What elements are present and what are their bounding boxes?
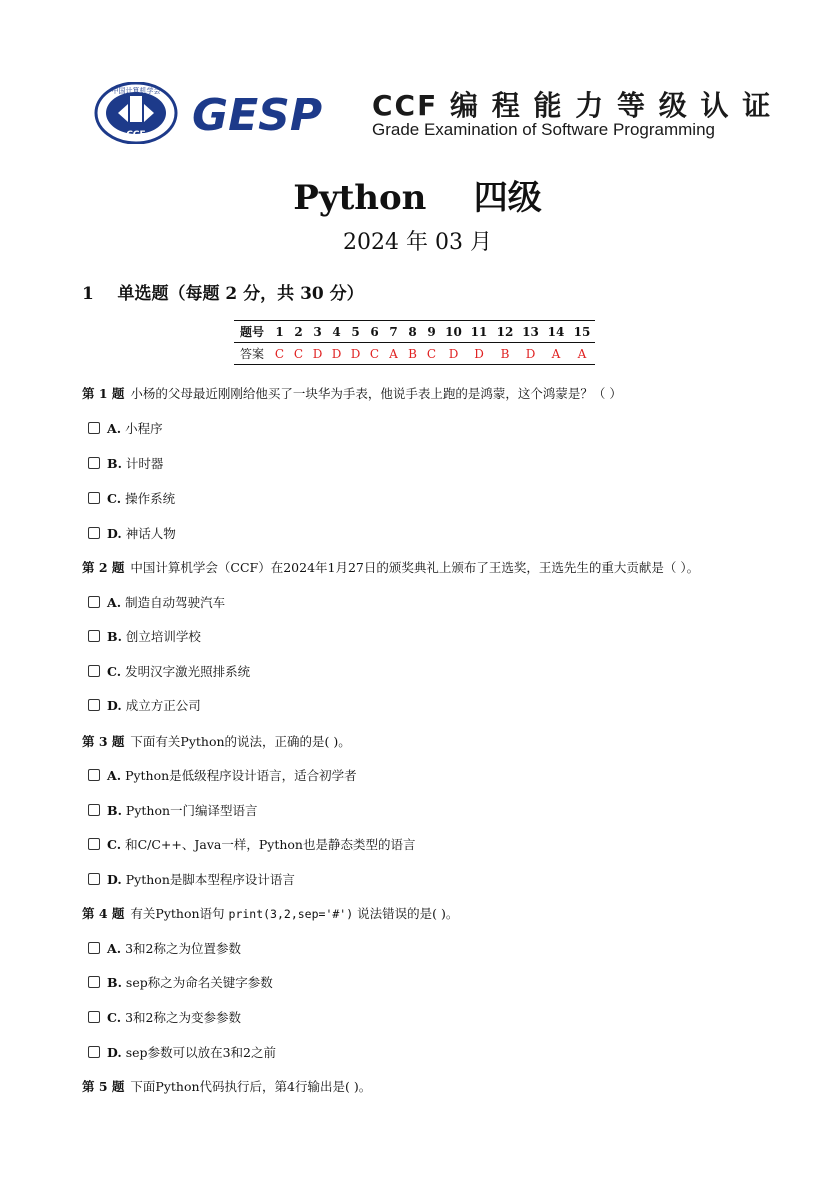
checkbox-icon[interactable]: [88, 630, 100, 642]
certification-title-en: Grade Examination of Software Programming: [372, 120, 715, 139]
checkbox-icon[interactable]: [88, 838, 100, 850]
qnum: 6: [365, 321, 384, 343]
gesp-logo: [192, 88, 342, 138]
checkbox-icon[interactable]: [88, 422, 100, 434]
ccf-seal-logo: [94, 82, 178, 144]
question-number: 第 1 题: [82, 386, 125, 401]
answer-cell: C: [365, 343, 384, 365]
answer-cell: C: [422, 343, 441, 365]
answer-cell: B: [403, 343, 422, 365]
checkbox-icon[interactable]: [88, 804, 100, 816]
answer-cell: D: [346, 343, 365, 365]
option-3a[interactable]: A. Python是低级程序设计语言，适合初学者: [88, 766, 357, 784]
option-3c[interactable]: C. 和C/C++、Java一样，Python也是静态类型的语言: [88, 835, 415, 853]
option-3d[interactable]: D. Python是脚本型程序设计语言: [88, 870, 295, 888]
checkbox-icon[interactable]: [88, 699, 100, 711]
qnum: 15: [569, 321, 595, 343]
section-heading: 1 单选题（每题 2 分，共 30 分）: [82, 284, 364, 304]
question-1: [82, 384, 622, 402]
qnum: 14: [543, 321, 569, 343]
option-1b[interactable]: B. 计时器: [88, 454, 163, 472]
qnum: 3: [308, 321, 327, 343]
svg-text:GESP: GESP: [192, 90, 323, 138]
answer-cell: A: [543, 343, 569, 365]
option-2a[interactable]: A. 制造自动驾驶汽车: [88, 593, 225, 611]
answer-table: [234, 320, 595, 365]
answer-table-answer-row: [234, 343, 595, 365]
checkbox-icon[interactable]: [88, 942, 100, 954]
qnum: 8: [403, 321, 422, 343]
checkbox-icon[interactable]: [88, 1011, 100, 1023]
seal-text-top: 中国计算机学会: [111, 87, 161, 95]
checkbox-icon[interactable]: [88, 769, 100, 781]
answer-cell: A: [384, 343, 403, 365]
qnum: 13: [518, 321, 543, 343]
document-date: 2024 年 03 月: [343, 230, 492, 255]
answer-cell: D: [518, 343, 543, 365]
question-text-after: 说法错误的是( )。: [353, 906, 459, 921]
question-number: 第 2 题: [82, 560, 125, 575]
option-2c[interactable]: C. 发明汉字激光照排系统: [88, 662, 250, 680]
question-number: 第 5 题: [82, 1079, 125, 1094]
checkbox-icon[interactable]: [88, 976, 100, 988]
qnum: 4: [327, 321, 346, 343]
option-4d[interactable]: D. sep参数可以放在3和2之前: [88, 1043, 276, 1061]
option-2b[interactable]: B. 创立培训学校: [88, 627, 201, 645]
option-4b[interactable]: B. sep称之为命名关键字参数: [88, 973, 273, 991]
question-3: [82, 732, 351, 750]
checkbox-icon[interactable]: [88, 873, 100, 885]
question-text-before: 有关Python语句: [130, 906, 229, 921]
answer-cell: D: [441, 343, 466, 365]
certification-title-cn: CCF 编 程 能 力 等 级 认 证: [372, 89, 773, 122]
option-1a[interactable]: A. 小程序: [88, 419, 163, 437]
answer-cell: C: [270, 343, 289, 365]
question-text: 下面Python代码执行后，第4行输出是( )。: [130, 1079, 372, 1094]
option-4c[interactable]: C. 3和2称之为变参参数: [88, 1008, 241, 1026]
answer-cell: D: [308, 343, 327, 365]
qnum: 7: [384, 321, 403, 343]
answer-table-header-row: [234, 321, 595, 343]
answer-table-header-label: 题号: [234, 321, 270, 343]
inline-code: print(3,2,sep='#'): [228, 907, 354, 921]
seal-text-bottom: CCF: [126, 130, 146, 140]
checkbox-icon[interactable]: [88, 527, 100, 539]
answer-cell: A: [569, 343, 595, 365]
option-1c[interactable]: C. 操作系统: [88, 489, 175, 507]
option-2d[interactable]: D. 成立方正公司: [88, 696, 201, 714]
option-1d[interactable]: D. 神话人物: [88, 524, 176, 542]
qnum: 5: [346, 321, 365, 343]
qnum: 12: [492, 321, 518, 343]
question-text: 小杨的父母最近刚刚给他买了一块华为手表，他说手表上跑的是鸿蒙，这个鸿蒙是？（ ）: [130, 386, 622, 401]
checkbox-icon[interactable]: [88, 457, 100, 469]
qnum: 9: [422, 321, 441, 343]
question-5: [82, 1077, 371, 1095]
exam-header: [94, 82, 773, 144]
checkbox-icon[interactable]: [88, 1046, 100, 1058]
question-number: 第 4 题: [82, 906, 125, 921]
question-number: 第 3 题: [82, 734, 125, 749]
document-title: Python 四级: [293, 178, 542, 218]
answer-table-answer-label: 答案: [234, 343, 270, 365]
question-text: 下面有关Python的说法，正确的是( )。: [130, 734, 351, 749]
qnum: 10: [441, 321, 466, 343]
answer-cell: C: [289, 343, 308, 365]
question-text: 中国计算机学会（CCF）在2024年1月27日的颁奖典礼上颁布了王选奖，王选先生的重大贡献是（ ）。: [130, 560, 700, 575]
checkbox-icon[interactable]: [88, 665, 100, 677]
answer-cell: B: [492, 343, 518, 365]
checkbox-icon[interactable]: [88, 596, 100, 608]
qnum: 2: [289, 321, 308, 343]
option-3b[interactable]: B. Python一门编译型语言: [88, 801, 258, 819]
qnum: 1: [270, 321, 289, 343]
question-2: [82, 558, 699, 576]
answer-cell: D: [466, 343, 492, 365]
question-4: [82, 904, 458, 922]
checkbox-icon[interactable]: [88, 492, 100, 504]
answer-cell: D: [327, 343, 346, 365]
option-4a[interactable]: A. 3和2称之为位置参数: [88, 939, 241, 957]
qnum: 11: [466, 321, 492, 343]
